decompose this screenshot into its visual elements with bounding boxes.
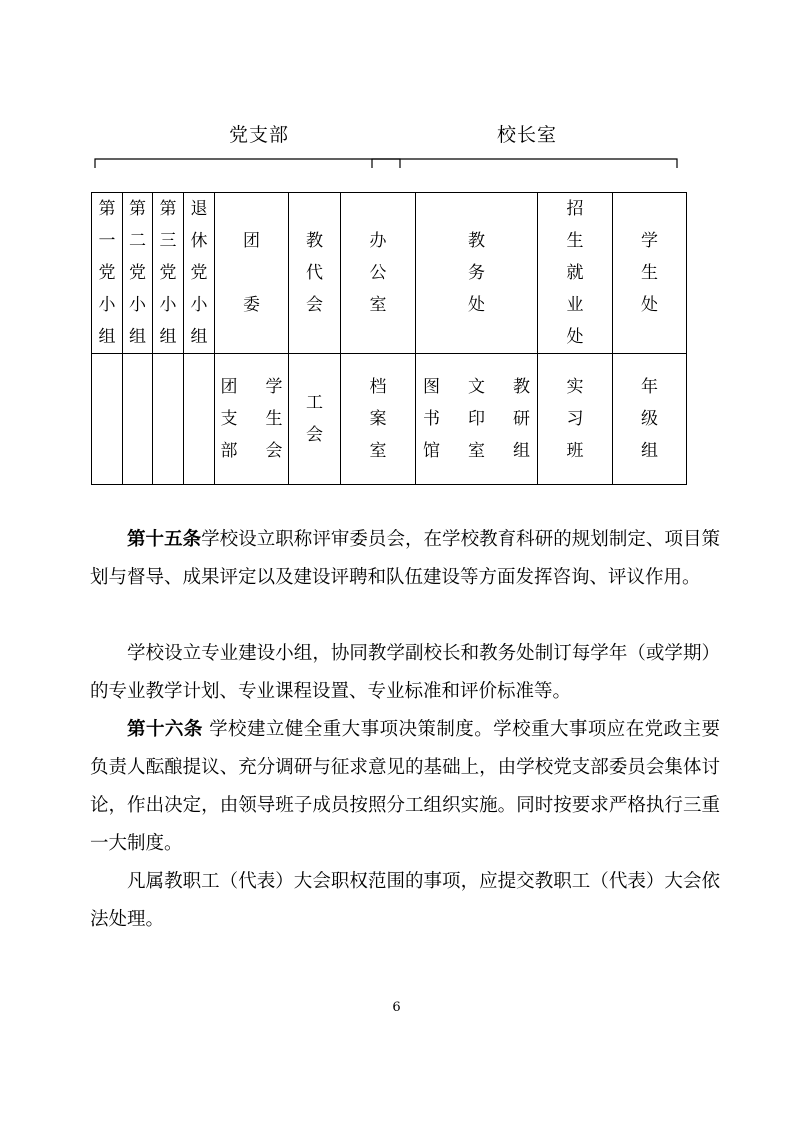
unit-name: 第 三 党 小 组 [159,199,177,347]
unit-cell [416,193,538,354]
sub-unit-name: 学 生 会 [265,377,283,461]
staff-congress-paragraph [90,863,720,939]
unit-name: 招 生 就 业 处 [566,199,584,347]
sub-unit-name: 教 研 组 [513,377,530,461]
principal-bracket [372,159,677,168]
sub-unit-cell [215,354,289,485]
principal-office-label: 校长室 [497,124,558,146]
sub-unit-name: 图 书 馆 [423,377,440,461]
unit-cell [341,193,416,354]
unit-cell [215,193,289,354]
unit-cell [538,193,613,354]
party-branch-label: 党支部 [229,124,290,146]
unit-cell [184,193,215,354]
party-bracket [95,159,400,168]
org-chart-table [91,192,687,485]
unit-name: 第 一 党 小 组 [98,199,116,347]
article-16-paragraph [90,711,720,863]
article-15-text: 学校设立职称评审委员会，在学校教育科研的规划制定、项目策划与督导、成果评定以及建设评聘和队伍建设等方面发挥咨询、评议作用。 [90,529,720,588]
article-16-text: 学校建立健全重大事项决策制度。学校重大事项应在党政主要负责人酝酿提议、充分调研与征求意见的基础上，由学校党支部委员会集体讨论，作出决定，由领导班子成员按照分工组织实施。同时按要求严格执行三重一大制度。 [90,719,720,854]
unit-name: 学 生 处 [641,231,658,315]
unit-name: 第 二 党 小 组 [129,199,146,347]
sub-unit-cell [289,354,341,485]
sub-unit-name: 年 级 组 [641,377,658,461]
sub-unit-cell [123,354,153,485]
unit-cell [289,193,341,354]
page-number: 6 [392,1000,401,1015]
article-15-paragraph [90,521,720,597]
article-15-heading: 第十五条 [127,529,202,550]
unit-name: 团 委 [243,231,260,315]
org-chart-brackets [0,0,793,200]
unit-cell [123,193,153,354]
unit-cell [613,193,687,354]
sub-unit-name: 档 案 室 [369,377,387,461]
unit-cell [153,193,184,354]
sub-unit-cell [184,354,215,485]
sub-unit-cell [153,354,184,485]
sub-unit-cell [341,354,416,485]
unit-name: 教 务 处 [468,231,485,315]
staff-congress-text: 凡属教职工（代表）大会职权范围的事项，应提交教职工（代表）大会依法处理。 [90,871,720,930]
sub-unit-cell [92,354,123,485]
specialty-group-text: 学校设立专业建设小组，协同教学副校长和教务处制订每学年（或学期）的专业教学计划、专业课程设置、专业标准和评价标准等。 [90,643,720,702]
sub-unit-cell [613,354,687,485]
unit-name: 办 公 室 [369,231,387,315]
unit-cell [92,193,123,354]
sub-unit-name: 团 支 部 [220,377,238,461]
sub-unit-name: 实 习 班 [566,377,584,461]
sub-unit-cell [416,354,538,485]
unit-name: 退 休 党 小 组 [190,199,208,347]
unit-name: 教 代 会 [306,231,323,315]
sub-unit-name: 文 印 室 [468,377,485,461]
sub-unit-cell [538,354,613,485]
specialty-group-paragraph [90,635,720,711]
article-16-heading: 第十六条 [127,719,203,740]
sub-unit-name: 工 会 [306,393,323,445]
